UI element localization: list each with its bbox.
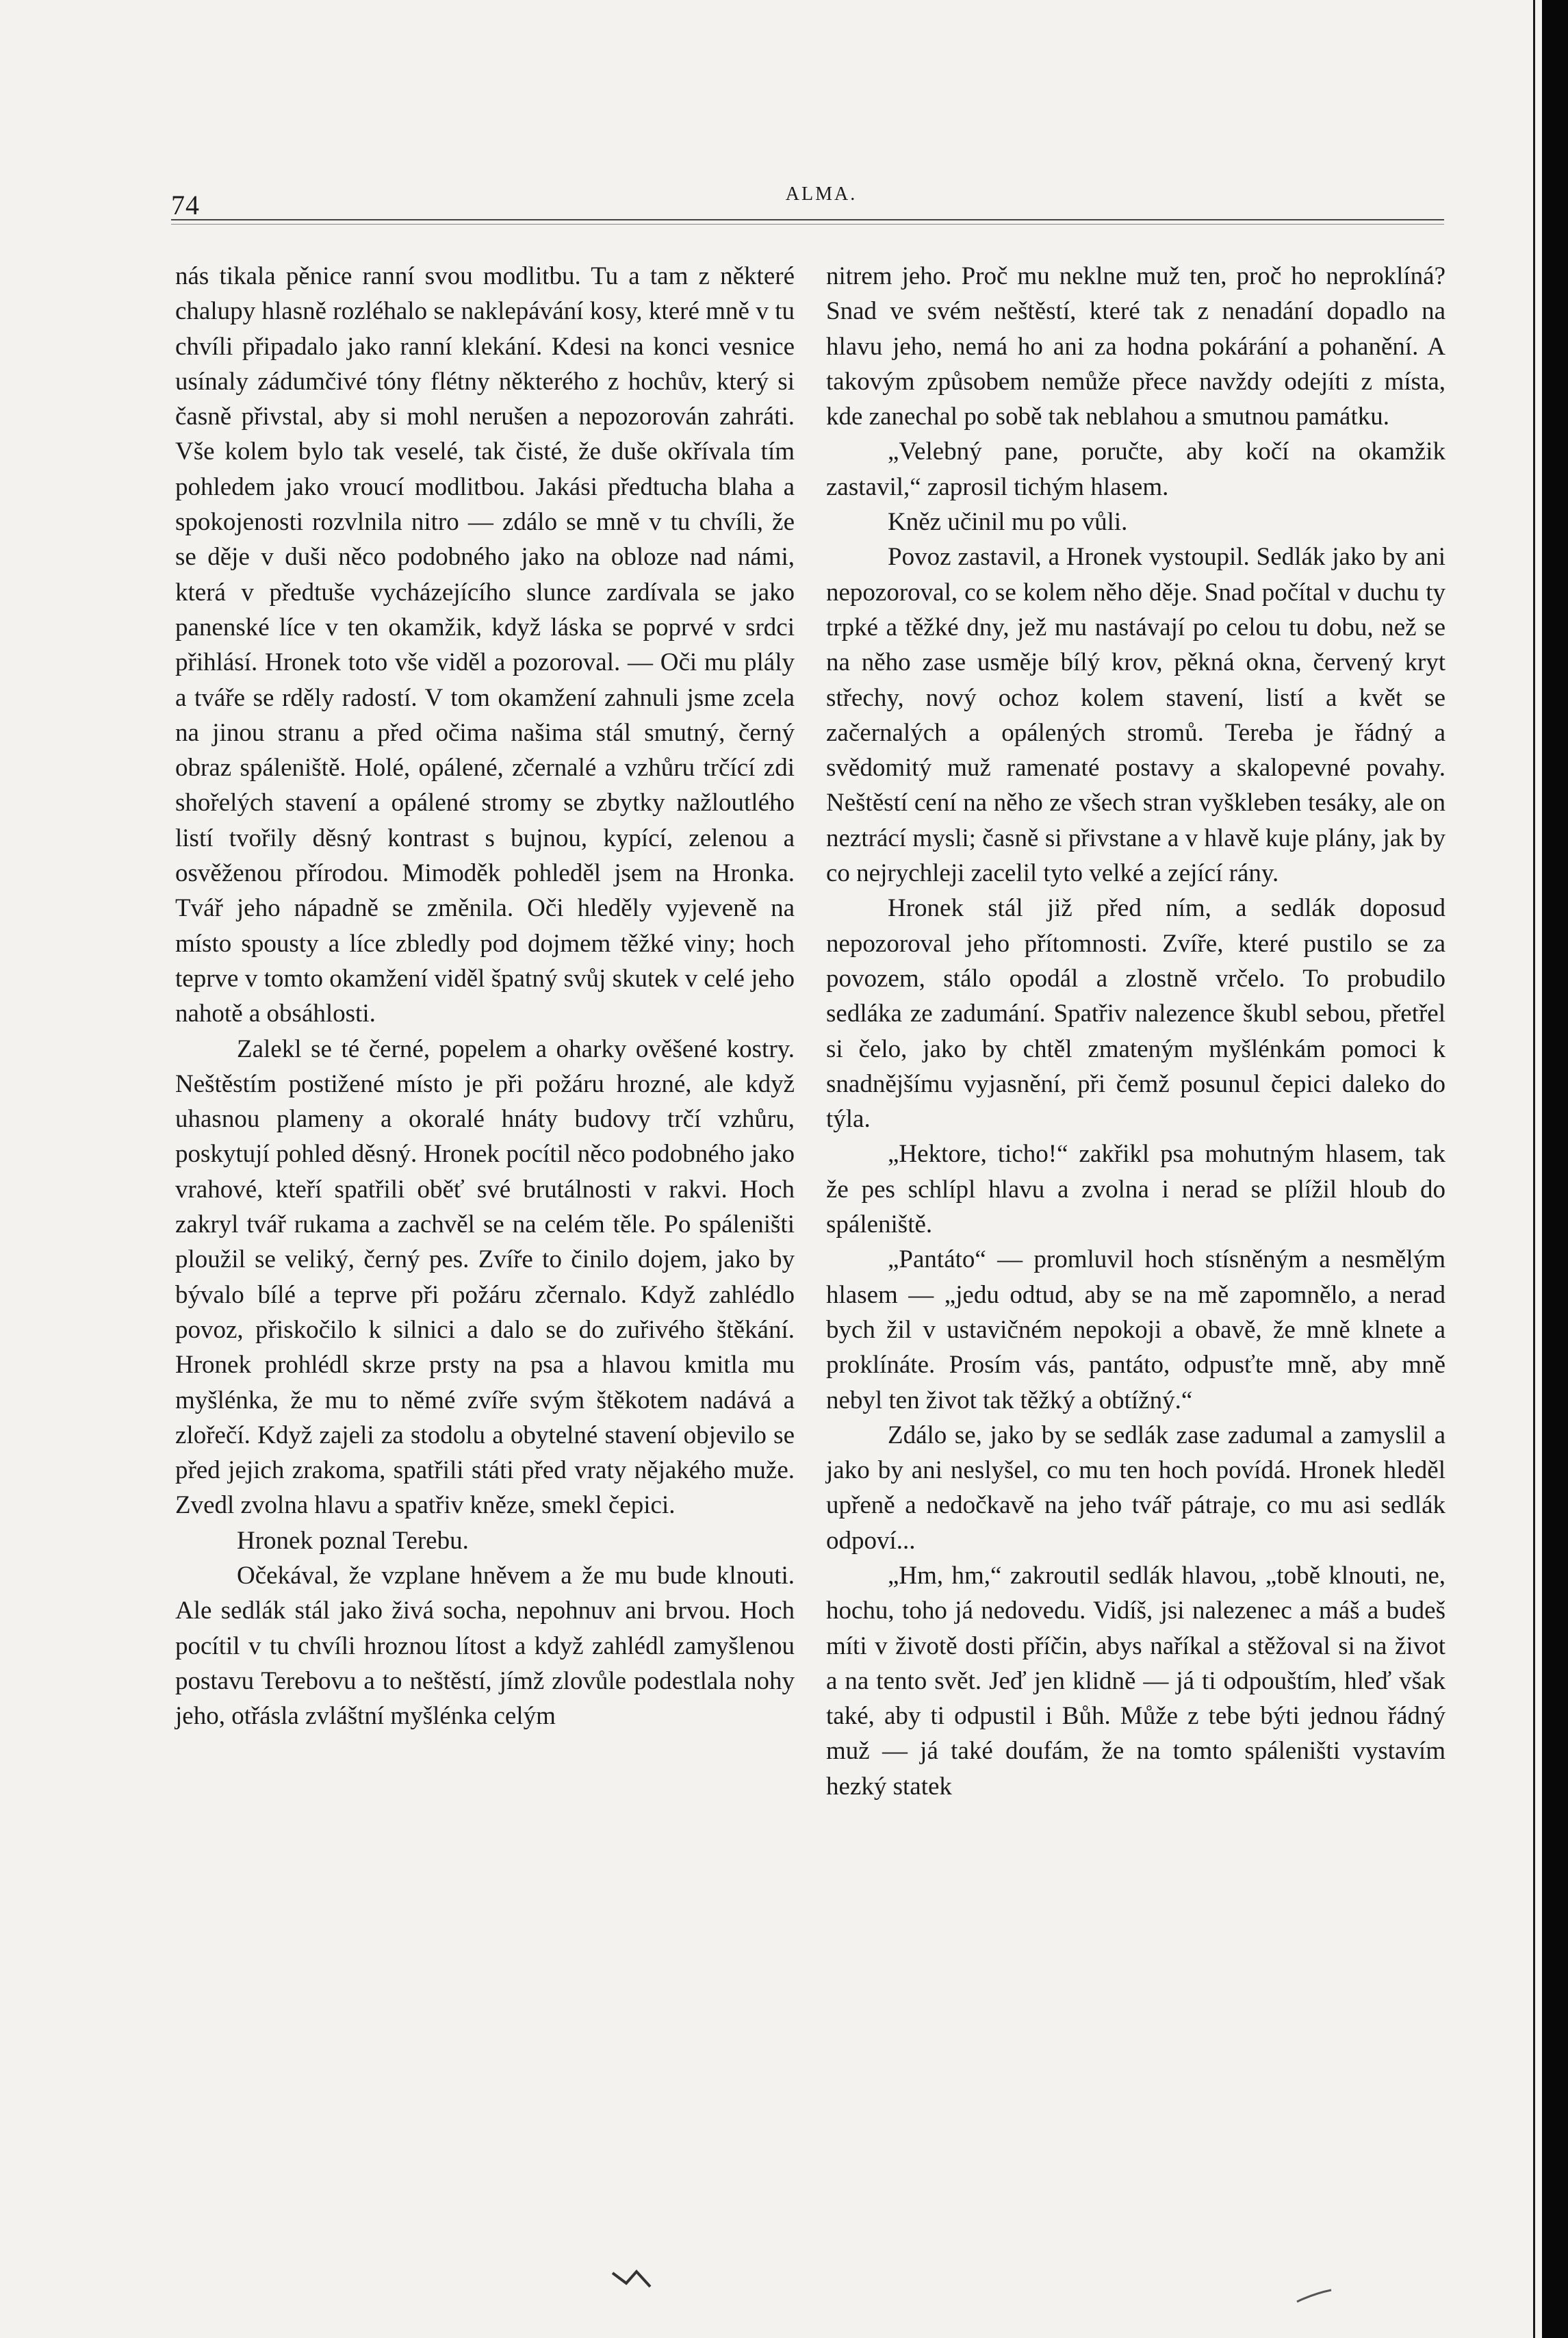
paragraph: Zalekl se té černé, popelem a oharky ověšené kostry. Neštěstím postižené místo je při požáru hrozné, ale když uhasnou plameny a okoralé hnáty budovy trčí vzhůru, poskytují pohled děsný. Hronek pocítil něco podobného jako vrahové, kteří spatřili oběť své brutálnosti v rakvi. Hoch zakryl tvář rukama a zachvěl se na celém těle. Po spáleništi ploužil se veliký, černý pes. Zvíře to činilo dojem, jako by bývalo bílé a teprve při požáru zčernalo. Když zahlédlo povoz, přiskočilo k silnici a dalo se do zuřivého štěkání. Hronek prohlédl skrze prsty na psa a hlavou kmitla mu myšlénka, že mu to němé zvíře svým štěkotem nadává a zlořečí. Když zajeli za stodolu a obytelné stavení objevilo se před jejich zrakoma, spatřili státi před vraty nějakého muže. Zvedl zvolna hlavu a spatřiv kněze, smekl čepici. xyxy=(175,1034,795,1520)
paragraph: „Velebný pane, poručte, aby kočí na okamžik zastavil,“ zaprosil tichým hlasem. xyxy=(826,437,1445,501)
paragraph: Povoz zastavil, a Hronek vystoupil. Sedlák jako by ani nepozoroval, co se kolem něho děje. Snad počítal v duchu ty trpké a těžké dny, jež mu nastávají po celou tu dobu, než se na něho zase usměje bílý krov, pěkná okna, červený kryt střechy, nový ochoz kolem stavení, listí a květ se začernalých a opálených stromů. Tereba je řádný a svědomitý muž ramenaté postavy a skalopevné povahy. Neštěstí cení na něho ze všech stran vyškleben tesáky, ale on neztrácí mysli; časně si přivstane a v hlavě kuje plány, jak by co nejrychleji zacelil tyto velké a zející rány. xyxy=(826,543,1445,888)
paragraph: Hronek stál již před ním, a sedlák doposud nepozoroval jeho přítomnosti. Zvíře, které pustilo se za povozem, stálo opodál a zlostně vrčelo. To probudilo sedláka ze zadumání. Spatřiv nalezence škubl sebou, přetřel si čelo, jako by chtěl zmateným myšlénkám pomoci k snadnějšímu vyjasnění, při čemž posunul čepici daleko do týla. xyxy=(826,894,1445,1134)
scan-scratch-icon xyxy=(1294,2287,1335,2307)
paragraph: Zdálo se, jako by se sedlák zase zadumal a zamyslil a jako by ani neslyšel, co mu ten hoch povídá. Hronek hleděl upřeně a nedočkavě na jeho tvář pátraje, co mu asi sedlák odpoví... xyxy=(826,1421,1445,1555)
paragraph: Hronek poznal Terebu. xyxy=(237,1526,469,1555)
right-column xyxy=(826,259,1445,1804)
paragraph: Kněz učinil mu po vůli. xyxy=(888,508,1128,537)
page-edge-line xyxy=(1533,0,1535,2338)
left-column xyxy=(175,259,795,1733)
header-rule-thin xyxy=(171,224,1444,225)
scan-smudge-icon xyxy=(609,2259,657,2293)
paragraph: „Hektore, ticho!“ zakřikl psa mohutným hlasem, tak že pes schlípl hlavu a zvolna i nerad se plížil hloub do spáleniště. xyxy=(826,1140,1445,1239)
paragraph: „Pantáto“ — promluvil hoch stísněným a nesmělým hlasem — „jedu odtud, aby se na mě zapomnělo, a nerad bych žil v ustavičném nepokoji a obavě, že mně klnete a proklínáte. Prosím vás, pantáto, odpusťte mně, aby mně nebyl ten život tak těžký a obtížný.“ xyxy=(826,1245,1445,1414)
page-edge-shadow xyxy=(1542,0,1568,2338)
running-head: ALMA. xyxy=(785,183,858,205)
paragraph: „Hm, hm,“ zakroutil sedlák hlavou, „tobě klnouti, ne, hochu, toho já nedovedu. Vidíš, jsi nalezenec a máš a budeš míti v životě dosti příčin, abys naříkal a stěžoval si na život a na tento svět. Jeď jen klidně — já ti odpouštím, hleď však také, aby ti odpustil i Bůh. Může z tebe býti jednou řádný muž — já také doufám, že na tomto spáleništi vystavím hezký statek xyxy=(826,1561,1445,1801)
header-rule xyxy=(171,219,1444,220)
page-number: 74 xyxy=(171,190,200,220)
paragraph: nitrem jeho. Proč mu neklne muž ten, proč ho neproklíná? Snad ve svém neštěstí, které tak z nenadání dopadlo na hlavu jeho, nemá ho ani za hodna pokárání a pohanění. A takovým způsobem nemůže přece navždy odejíti z místa, kde zanechal po sobě tak neblahou a smutnou památku. xyxy=(826,262,1445,431)
paragraph: nás tikala pěnice ranní svou modlitbu. Tu a tam z některé chalupy hlasně rozléhalo se naklepávání kosy, které mně v tu chvíli připadalo jako ranní klekání. Kdesi na konci vesnice usínaly zádumčivé tóny flétny některého z hochův, který si časně přivstal, aby si mohl nerušen a nepozorován zahráti. Vše kolem bylo tak veselé, tak čisté, že duše okřívala tím pohledem jako vroucí modlitbou. Jakási předtucha blaha a spokojenosti rozvlnila nitro — zdálo se mně v tu chvíli, že se děje v duši něco podobného jako na obloze nad námi, která v předtuše vycházejícího slunce zardívala se jako panenské líce v ten okamžik, když láska se poprvé v srdci přihlásí. Hronek toto vše viděl a pozoroval. — Oči mu plály a tváře se rděly radostí. V tom okamžení zahnuli jsme zcela na jinou stranu a před očima našima stál smutný, černý obraz spáleniště. Holé, opálené, zčernalé a vzhůru trčící zdi shořelých stavení a opálené stromy se zbytky nažloutlého listí tvořily děsný kontrast s bujnou, kypící, zelenou a osvěženou přírodou. Mimoděk pohleděl jsem na Hronka. Tvář jeho nápadně se změnila. Oči hleděly vyjeveně na místo spousty a líce zbledly pod dojmem těžké viny; hoch teprve v tomto okamžení viděl špatný svůj skutek v celé jeho nahotě a obsáhlosti. xyxy=(175,262,795,1028)
paragraph: Očekával, že vzplane hněvem a že mu bude klnouti. Ale sedlák stál jako živá socha, nepohnuv ani brvou. Hoch pocítil v tu chvíli hroznou lítost a když zahlédl zamyšlenou postavu Terebovu a to neštěstí, jímž zlovůle podestlala nohy jeho, otřásla zvláštní myšlénka celým xyxy=(175,1561,795,1731)
